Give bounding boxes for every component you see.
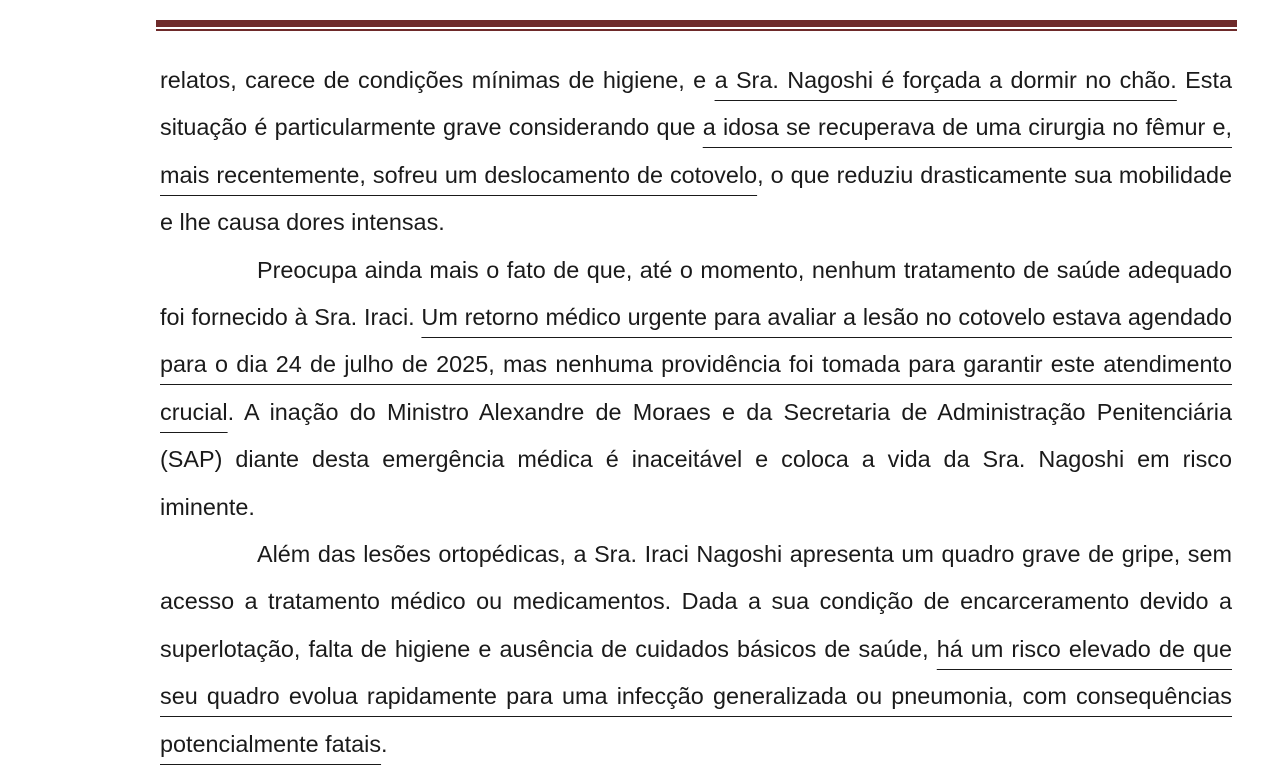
paragraph-2-underlined-1: Um retorno médico urgente para avaliar a lesão no cotovelo estava agendado para o dia 24 de julho de 2025, mas nenhuma providência foi tomada para garantir este atendimento crucial bbox=[160, 304, 1232, 425]
paragraph-1-text-1: relatos, carece de condições mínimas de higiene, e bbox=[160, 67, 715, 93]
paragraph-3-underlined-1: há um risco elevado de que seu quadro evolua rapidamente para uma infecção generalizada ou pneumonia, com consequências potencialmente fatais bbox=[160, 635, 1232, 757]
paragraph-2-text-1: Preocupa ainda mais o fato de que, até o momento, nenhum tratamento de saúde adequado foi fornecido à Sra. Iraci. bbox=[160, 256, 1232, 331]
paragraph-1-underlined-2: a idosa se recuperava de uma cirurgia no fêmur e, mais recentemente, sofreu um deslocamento de cotovelo bbox=[160, 114, 1232, 188]
header-rule bbox=[156, 20, 1237, 32]
paragraph-3 bbox=[160, 531, 1232, 768]
paragraph-2 bbox=[160, 247, 1232, 531]
paragraph-2-text-2: . A inação do Ministro Alexandre de Moraes e da Secretaria de Administração Penitenciária (SAP) diante desta emergência médica é inaceitável e coloca a vida da Sra. Nagoshi em risco iminente. bbox=[160, 398, 1232, 520]
header-rule-thin-line bbox=[156, 29, 1237, 31]
paragraph-1 bbox=[160, 57, 1232, 247]
paragraph-3-text-1: Além das lesões ortopédicas, a Sra. Iraci Nagoshi apresenta um quadro grave de gripe, sem acesso a tratamento médico ou medicamentos. Dada a sua condição de encarceramento devido a superlotação, falta de higiene e ausência de cuidados básicos de saúde, bbox=[160, 541, 1232, 662]
header-rule-thick-line bbox=[156, 20, 1237, 27]
paragraph-1-underlined-1: a Sra. Nagoshi é forçada a dormir no chão. bbox=[714, 67, 1177, 93]
paragraph-1-text-3: , o que reduziu drasticamente sua mobilidade e lhe causa dores intensas. bbox=[160, 161, 1232, 236]
paragraph-1-text-2: Esta situação é particularmente grave considerando que bbox=[160, 67, 1232, 141]
paragraph-3-text-2: . bbox=[381, 730, 388, 757]
document-body bbox=[160, 57, 1232, 768]
